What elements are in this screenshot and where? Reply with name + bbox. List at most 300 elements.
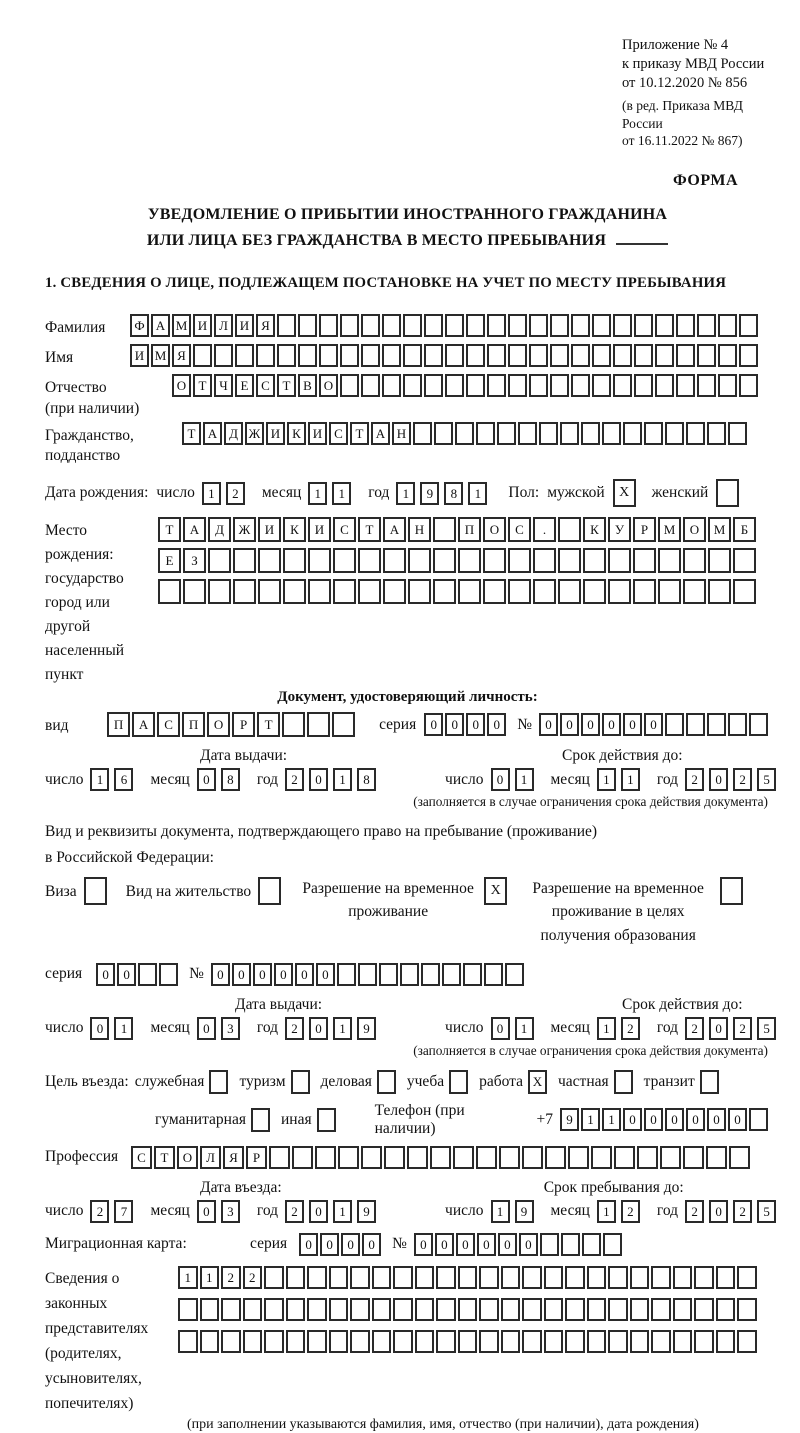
form-cell[interactable]: А: [371, 422, 390, 445]
form-cell[interactable]: 1: [602, 1108, 621, 1131]
form-cell[interactable]: [350, 1330, 370, 1353]
form-cell[interactable]: [377, 1070, 396, 1094]
form-cell[interactable]: [269, 1146, 290, 1169]
form-cell[interactable]: 8: [221, 768, 240, 791]
form-cell[interactable]: [533, 548, 556, 573]
form-cell[interactable]: [508, 548, 531, 573]
form-cell[interactable]: [358, 579, 381, 604]
form-cell[interactable]: Т: [277, 374, 296, 397]
form-cell[interactable]: [508, 374, 527, 397]
form-cell[interactable]: 0: [709, 1017, 728, 1040]
form-cell[interactable]: 0: [623, 1108, 642, 1131]
form-cell[interactable]: [676, 344, 695, 367]
form-cell[interactable]: [449, 1070, 468, 1094]
form-cell[interactable]: [708, 548, 731, 573]
form-cell[interactable]: [558, 548, 581, 573]
form-cell[interactable]: [466, 344, 485, 367]
form-cell[interactable]: 0: [560, 713, 579, 736]
form-cell[interactable]: 2: [733, 768, 752, 791]
form-cell[interactable]: [383, 579, 406, 604]
form-cell[interactable]: [587, 1298, 607, 1321]
form-cell[interactable]: [533, 579, 556, 604]
form-cell[interactable]: [634, 314, 653, 337]
form-cell[interactable]: 1: [333, 1017, 352, 1040]
form-cell[interactable]: Т: [193, 374, 212, 397]
form-cell[interactable]: 0: [232, 963, 251, 986]
form-cell[interactable]: 2: [685, 1200, 704, 1223]
form-cell[interactable]: [660, 1146, 681, 1169]
form-cell[interactable]: 0: [686, 1108, 705, 1131]
form-cell[interactable]: [737, 1266, 757, 1289]
form-cell[interactable]: [558, 579, 581, 604]
form-cell[interactable]: 0: [117, 963, 136, 986]
form-cell[interactable]: [258, 877, 281, 905]
form-cell[interactable]: [258, 579, 281, 604]
form-cell[interactable]: [307, 1266, 327, 1289]
form-cell[interactable]: [350, 1298, 370, 1321]
form-cell[interactable]: [458, 1298, 478, 1321]
form-cell[interactable]: 0: [309, 1200, 328, 1223]
form-cell[interactable]: 3: [221, 1200, 240, 1223]
form-cell[interactable]: 9: [560, 1108, 579, 1131]
form-cell[interactable]: [729, 1146, 750, 1169]
form-cell[interactable]: [545, 1146, 566, 1169]
form-cell[interactable]: [466, 314, 485, 337]
form-cell[interactable]: [665, 713, 684, 736]
form-cell[interactable]: 0: [477, 1233, 496, 1256]
form-cell[interactable]: [608, 1330, 628, 1353]
form-cell[interactable]: [718, 344, 737, 367]
form-cell[interactable]: X: [484, 877, 507, 905]
form-cell[interactable]: [558, 517, 581, 542]
form-cell[interactable]: [487, 344, 506, 367]
form-cell[interactable]: [707, 713, 726, 736]
form-cell[interactable]: [243, 1298, 263, 1321]
form-cell[interactable]: 3: [221, 1017, 240, 1040]
form-cell[interactable]: [458, 1330, 478, 1353]
form-cell[interactable]: [716, 479, 739, 507]
form-cell[interactable]: 0: [96, 963, 115, 986]
form-cell[interactable]: [183, 579, 206, 604]
form-cell[interactable]: [361, 374, 380, 397]
form-cell[interactable]: [340, 314, 359, 337]
form-cell[interactable]: Я: [256, 314, 275, 337]
form-cell[interactable]: [408, 548, 431, 573]
form-cell[interactable]: [307, 1298, 327, 1321]
form-cell[interactable]: [655, 374, 674, 397]
form-cell[interactable]: [84, 877, 107, 905]
form-cell[interactable]: [707, 422, 726, 445]
form-cell[interactable]: [592, 344, 611, 367]
form-cell[interactable]: [544, 1330, 564, 1353]
form-cell[interactable]: [571, 314, 590, 337]
form-cell[interactable]: Е: [158, 548, 181, 573]
form-cell[interactable]: [445, 374, 464, 397]
form-cell[interactable]: [286, 1298, 306, 1321]
form-cell[interactable]: И: [193, 314, 212, 337]
form-cell[interactable]: [716, 1298, 736, 1321]
form-cell[interactable]: X: [613, 479, 636, 507]
form-cell[interactable]: [233, 548, 256, 573]
form-cell[interactable]: [421, 963, 440, 986]
form-cell[interactable]: Т: [182, 422, 201, 445]
form-cell[interactable]: [501, 1330, 521, 1353]
form-cell[interactable]: [739, 314, 758, 337]
form-cell[interactable]: [264, 1330, 284, 1353]
form-cell[interactable]: О: [207, 712, 230, 737]
form-cell[interactable]: [686, 713, 705, 736]
form-cell[interactable]: [587, 1266, 607, 1289]
form-cell[interactable]: [591, 1146, 612, 1169]
form-cell[interactable]: Т: [158, 517, 181, 542]
form-cell[interactable]: [277, 344, 296, 367]
form-cell[interactable]: [708, 579, 731, 604]
form-cell[interactable]: [383, 548, 406, 573]
form-cell[interactable]: [539, 422, 558, 445]
form-cell[interactable]: [393, 1298, 413, 1321]
form-cell[interactable]: [540, 1233, 559, 1256]
form-cell[interactable]: 1: [597, 1200, 616, 1223]
form-cell[interactable]: [332, 712, 355, 737]
form-cell[interactable]: Т: [257, 712, 280, 737]
form-cell[interactable]: [544, 1266, 564, 1289]
form-cell[interactable]: [501, 1298, 521, 1321]
form-cell[interactable]: [550, 314, 569, 337]
form-cell[interactable]: А: [132, 712, 155, 737]
form-cell[interactable]: [718, 374, 737, 397]
form-cell[interactable]: М: [658, 517, 681, 542]
form-cell[interactable]: [683, 1146, 704, 1169]
form-cell[interactable]: [694, 1330, 714, 1353]
form-cell[interactable]: [372, 1298, 392, 1321]
form-cell[interactable]: 2: [243, 1266, 263, 1289]
form-cell[interactable]: [415, 1266, 435, 1289]
form-cell[interactable]: 2: [733, 1017, 752, 1040]
form-cell[interactable]: [329, 1330, 349, 1353]
form-cell[interactable]: [728, 422, 747, 445]
form-cell[interactable]: К: [583, 517, 606, 542]
form-cell[interactable]: [361, 1146, 382, 1169]
form-cell[interactable]: [333, 579, 356, 604]
form-cell[interactable]: [393, 1330, 413, 1353]
form-cell[interactable]: 0: [539, 713, 558, 736]
form-cell[interactable]: Т: [350, 422, 369, 445]
form-cell[interactable]: [298, 314, 317, 337]
form-cell[interactable]: [630, 1298, 650, 1321]
form-cell[interactable]: [442, 963, 461, 986]
form-cell[interactable]: [258, 548, 281, 573]
form-cell[interactable]: [479, 1298, 499, 1321]
form-cell[interactable]: [415, 1298, 435, 1321]
form-cell[interactable]: Р: [246, 1146, 267, 1169]
form-cell[interactable]: [458, 579, 481, 604]
form-cell[interactable]: 0: [519, 1233, 538, 1256]
form-cell[interactable]: [158, 579, 181, 604]
form-cell[interactable]: 7: [114, 1200, 133, 1223]
form-cell[interactable]: [508, 314, 527, 337]
form-cell[interactable]: Т: [154, 1146, 175, 1169]
form-cell[interactable]: [433, 579, 456, 604]
form-cell[interactable]: О: [177, 1146, 198, 1169]
form-cell[interactable]: [484, 963, 503, 986]
form-cell[interactable]: [382, 314, 401, 337]
form-cell[interactable]: 1: [491, 1200, 510, 1223]
form-cell[interactable]: 0: [362, 1233, 381, 1256]
form-cell[interactable]: [634, 374, 653, 397]
form-cell[interactable]: 1: [333, 768, 352, 791]
form-cell[interactable]: [587, 1330, 607, 1353]
form-cell[interactable]: К: [283, 517, 306, 542]
form-cell[interactable]: [614, 1146, 635, 1169]
form-cell[interactable]: И: [235, 314, 254, 337]
form-cell[interactable]: 2: [733, 1200, 752, 1223]
form-cell[interactable]: [630, 1266, 650, 1289]
form-cell[interactable]: Т: [358, 517, 381, 542]
form-cell[interactable]: [292, 1146, 313, 1169]
form-cell[interactable]: Н: [392, 422, 411, 445]
form-cell[interactable]: [178, 1298, 198, 1321]
form-cell[interactable]: [550, 344, 569, 367]
form-cell[interactable]: Ф: [130, 314, 149, 337]
form-cell[interactable]: У: [608, 517, 631, 542]
form-cell[interactable]: [436, 1266, 456, 1289]
form-cell[interactable]: [565, 1298, 585, 1321]
form-cell[interactable]: [733, 548, 756, 573]
form-cell[interactable]: [424, 314, 443, 337]
form-cell[interactable]: 8: [357, 768, 376, 791]
form-cell[interactable]: [623, 422, 642, 445]
form-cell[interactable]: С: [157, 712, 180, 737]
form-cell[interactable]: [614, 1070, 633, 1094]
form-cell[interactable]: 0: [644, 713, 663, 736]
form-cell[interactable]: 1: [581, 1108, 600, 1131]
form-cell[interactable]: Ж: [233, 517, 256, 542]
form-cell[interactable]: 1: [178, 1266, 198, 1289]
form-cell[interactable]: 0: [424, 713, 443, 736]
form-cell[interactable]: [676, 374, 695, 397]
form-cell[interactable]: 1: [468, 482, 487, 505]
form-cell[interactable]: [283, 548, 306, 573]
form-cell[interactable]: 0: [299, 1233, 318, 1256]
form-cell[interactable]: [529, 344, 548, 367]
form-cell[interactable]: Л: [200, 1146, 221, 1169]
form-cell[interactable]: [235, 344, 254, 367]
form-cell[interactable]: А: [203, 422, 222, 445]
form-cell[interactable]: 0: [602, 713, 621, 736]
form-cell[interactable]: [550, 374, 569, 397]
form-cell[interactable]: 1: [621, 768, 640, 791]
form-cell[interactable]: [350, 1266, 370, 1289]
form-cell[interactable]: 2: [285, 1017, 304, 1040]
form-cell[interactable]: 0: [341, 1233, 360, 1256]
form-cell[interactable]: Ж: [245, 422, 264, 445]
form-cell[interactable]: [384, 1146, 405, 1169]
form-cell[interactable]: 0: [295, 963, 314, 986]
form-cell[interactable]: Л: [214, 314, 233, 337]
form-cell[interactable]: 1: [396, 482, 415, 505]
form-cell[interactable]: О: [683, 517, 706, 542]
form-cell[interactable]: С: [329, 422, 348, 445]
form-cell[interactable]: [333, 548, 356, 573]
form-cell[interactable]: [340, 374, 359, 397]
form-cell[interactable]: [634, 344, 653, 367]
form-cell[interactable]: 0: [498, 1233, 517, 1256]
form-cell[interactable]: [479, 1266, 499, 1289]
form-cell[interactable]: [319, 344, 338, 367]
form-cell[interactable]: [434, 422, 453, 445]
form-cell[interactable]: 1: [597, 768, 616, 791]
form-cell[interactable]: Н: [408, 517, 431, 542]
form-cell[interactable]: [407, 1146, 428, 1169]
form-cell[interactable]: [651, 1298, 671, 1321]
form-cell[interactable]: И: [266, 422, 285, 445]
form-cell[interactable]: Б: [733, 517, 756, 542]
form-cell[interactable]: И: [308, 517, 331, 542]
form-cell[interactable]: 0: [320, 1233, 339, 1256]
form-cell[interactable]: [608, 579, 631, 604]
form-cell[interactable]: [286, 1330, 306, 1353]
form-cell[interactable]: Я: [172, 344, 191, 367]
form-cell[interactable]: [298, 344, 317, 367]
form-cell[interactable]: [655, 344, 674, 367]
form-cell[interactable]: [415, 1330, 435, 1353]
form-cell[interactable]: [651, 1266, 671, 1289]
form-cell[interactable]: С: [333, 517, 356, 542]
form-cell[interactable]: [408, 579, 431, 604]
form-cell[interactable]: [251, 1108, 270, 1132]
form-cell[interactable]: [522, 1298, 542, 1321]
form-cell[interactable]: 0: [728, 1108, 747, 1131]
form-cell[interactable]: К: [287, 422, 306, 445]
form-cell[interactable]: [372, 1330, 392, 1353]
form-cell[interactable]: [221, 1330, 241, 1353]
form-cell[interactable]: 9: [357, 1017, 376, 1040]
form-cell[interactable]: 0: [491, 768, 510, 791]
form-cell[interactable]: М: [151, 344, 170, 367]
form-cell[interactable]: [329, 1298, 349, 1321]
form-cell[interactable]: [319, 314, 338, 337]
form-cell[interactable]: Ч: [214, 374, 233, 397]
form-cell[interactable]: 0: [709, 768, 728, 791]
form-cell[interactable]: 0: [581, 713, 600, 736]
form-cell[interactable]: [673, 1266, 693, 1289]
form-cell[interactable]: И: [258, 517, 281, 542]
form-cell[interactable]: [561, 1233, 580, 1256]
form-cell[interactable]: [307, 1330, 327, 1353]
form-cell[interactable]: [372, 1266, 392, 1289]
form-cell[interactable]: [499, 1146, 520, 1169]
form-cell[interactable]: [592, 314, 611, 337]
form-cell[interactable]: С: [256, 374, 275, 397]
form-cell[interactable]: [379, 963, 398, 986]
form-cell[interactable]: [487, 314, 506, 337]
form-cell[interactable]: А: [383, 517, 406, 542]
form-cell[interactable]: [608, 1266, 628, 1289]
form-cell[interactable]: [737, 1298, 757, 1321]
form-cell[interactable]: [529, 374, 548, 397]
form-cell[interactable]: 0: [309, 1017, 328, 1040]
form-cell[interactable]: В: [298, 374, 317, 397]
form-cell[interactable]: 0: [316, 963, 335, 986]
form-cell[interactable]: 0: [197, 1017, 216, 1040]
form-cell[interactable]: [340, 344, 359, 367]
form-cell[interactable]: [476, 1146, 497, 1169]
form-cell[interactable]: [286, 1266, 306, 1289]
form-cell[interactable]: [200, 1330, 220, 1353]
form-cell[interactable]: [209, 1070, 228, 1094]
form-cell[interactable]: [445, 314, 464, 337]
form-cell[interactable]: [315, 1146, 336, 1169]
form-cell[interactable]: .: [533, 517, 556, 542]
form-cell[interactable]: [508, 344, 527, 367]
form-cell[interactable]: [256, 344, 275, 367]
form-cell[interactable]: 2: [285, 768, 304, 791]
form-cell[interactable]: [361, 314, 380, 337]
form-cell[interactable]: [633, 579, 656, 604]
form-cell[interactable]: [565, 1330, 585, 1353]
form-cell[interactable]: 9: [515, 1200, 534, 1223]
form-cell[interactable]: 9: [420, 482, 439, 505]
form-cell[interactable]: [697, 374, 716, 397]
form-cell[interactable]: С: [508, 517, 531, 542]
form-cell[interactable]: 2: [285, 1200, 304, 1223]
form-cell[interactable]: 0: [623, 713, 642, 736]
form-cell[interactable]: [138, 963, 157, 986]
form-cell[interactable]: [560, 422, 579, 445]
form-cell[interactable]: Е: [235, 374, 254, 397]
form-cell[interactable]: [424, 374, 443, 397]
form-cell[interactable]: [329, 1266, 349, 1289]
form-cell[interactable]: 8: [444, 482, 463, 505]
form-cell[interactable]: [455, 422, 474, 445]
form-cell[interactable]: 0: [665, 1108, 684, 1131]
form-cell[interactable]: 6: [114, 768, 133, 791]
form-cell[interactable]: [445, 344, 464, 367]
form-cell[interactable]: [581, 422, 600, 445]
form-cell[interactable]: 5: [757, 1200, 776, 1223]
form-cell[interactable]: [466, 374, 485, 397]
form-cell[interactable]: 0: [456, 1233, 475, 1256]
form-cell[interactable]: [522, 1146, 543, 1169]
form-cell[interactable]: [697, 314, 716, 337]
form-cell[interactable]: [749, 713, 768, 736]
form-cell[interactable]: [716, 1330, 736, 1353]
form-cell[interactable]: [718, 314, 737, 337]
form-cell[interactable]: 0: [90, 1017, 109, 1040]
form-cell[interactable]: П: [458, 517, 481, 542]
form-cell[interactable]: [633, 548, 656, 573]
form-cell[interactable]: 1: [597, 1017, 616, 1040]
form-cell[interactable]: [358, 963, 377, 986]
form-cell[interactable]: М: [172, 314, 191, 337]
form-cell[interactable]: [233, 579, 256, 604]
form-cell[interactable]: [208, 548, 231, 573]
form-cell[interactable]: 0: [709, 1200, 728, 1223]
form-cell[interactable]: [522, 1266, 542, 1289]
form-cell[interactable]: [602, 422, 621, 445]
form-cell[interactable]: 2: [221, 1266, 241, 1289]
form-cell[interactable]: [749, 1108, 768, 1131]
form-cell[interactable]: [739, 374, 758, 397]
form-cell[interactable]: [700, 1070, 719, 1094]
form-cell[interactable]: [282, 712, 305, 737]
form-cell[interactable]: 1: [308, 482, 327, 505]
form-cell[interactable]: [458, 548, 481, 573]
form-cell[interactable]: 2: [90, 1200, 109, 1223]
form-cell[interactable]: [264, 1266, 284, 1289]
form-cell[interactable]: 5: [757, 768, 776, 791]
form-cell[interactable]: [737, 1330, 757, 1353]
